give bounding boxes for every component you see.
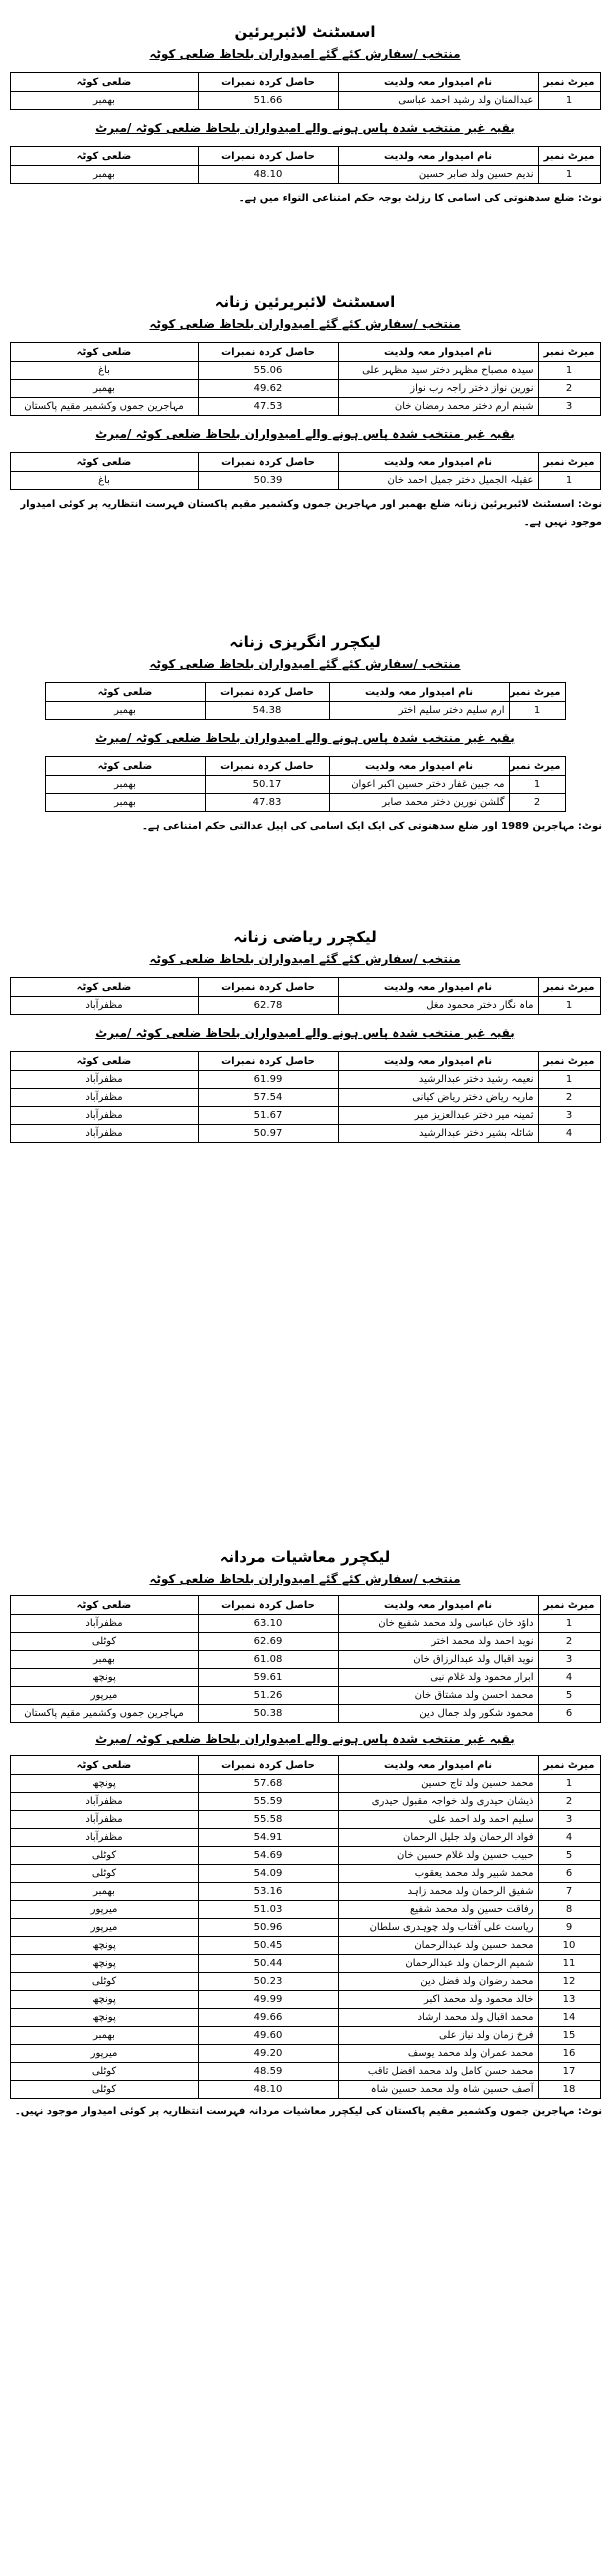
header-serial: میرٹ نمبر (538, 343, 600, 362)
cell-marks: 49.62 (198, 380, 338, 398)
table-row (45, 702, 565, 720)
cell-marks: 50.17 (205, 776, 329, 794)
table-row (10, 472, 600, 490)
cell-district: کوٹلی (10, 1847, 198, 1865)
cell-district: بھمبر (10, 380, 198, 398)
header-district: ضلعی کوٹہ (10, 978, 198, 997)
section-note: نوٹ: ضلع سدھنوتی کی اسامی کا رزلٹ بوجہ حکم امتناعی التواء میں ہے۔ (238, 193, 602, 204)
cell-marks: 57.68 (198, 1775, 338, 1793)
cell-marks: 49.66 (198, 2009, 338, 2027)
cell-name: محمد حسین ولد عبدالرحمان (338, 1937, 538, 1955)
cell-marks: 51.03 (198, 1901, 338, 1919)
cell-name: ذیشان حیدری ولد خواجہ مقبول حیدری (338, 1793, 538, 1811)
cell-district: مظفرآباد (10, 1089, 198, 1107)
cell-district: بھمبر (10, 92, 198, 110)
cell-marks: 55.06 (198, 362, 338, 380)
cell-name: محمد اقبال ولد محمد ارشاد (338, 2009, 538, 2027)
cell-serial: 2 (538, 380, 600, 398)
cell-name: نورین نواز دختر راجہ رب نواز (338, 380, 538, 398)
selected-subtitle: منتخب /سفارش کئے گئے امیدواران بلحاظ ضلعی کوٹہ (149, 47, 461, 61)
table-header-row (10, 453, 600, 472)
cell-serial: 14 (538, 2009, 600, 2027)
cell-serial: 3 (538, 1651, 600, 1669)
cell-serial: 17 (538, 2063, 600, 2081)
waiting-table (10, 1755, 601, 2099)
cell-marks: 53.16 (198, 1883, 338, 1901)
cell-serial: 3 (538, 398, 600, 416)
cell-name: آصف حسین شاہ ولد محمد حسین شاہ (338, 2081, 538, 2099)
cell-marks: 47.53 (198, 398, 338, 416)
selected-table (10, 977, 601, 1015)
table-row (10, 92, 600, 110)
cell-serial: 1 (538, 1775, 600, 1793)
header-name: نام امیدوار معہ ولدیت (338, 978, 538, 997)
table-row (10, 1865, 600, 1883)
cell-serial: 5 (538, 1687, 600, 1705)
cell-serial: 1 (538, 997, 600, 1015)
header-marks: حاصل کردہ نمبرات (198, 147, 338, 166)
cell-marks: 57.54 (198, 1089, 338, 1107)
header-serial: میرٹ نمبر (538, 978, 600, 997)
header-serial: میرٹ نمبر (538, 453, 600, 472)
cell-district: میرپور (10, 2045, 198, 2063)
cell-district: مظفرآباد (10, 1829, 198, 1847)
table-row (10, 362, 600, 380)
header-district: ضلعی کوٹہ (10, 147, 198, 166)
cell-serial: 13 (538, 1991, 600, 2009)
cell-district: میرپور (10, 1687, 198, 1705)
cell-district: مظفرآباد (10, 1071, 198, 1089)
selected-table (10, 1595, 601, 1723)
header-serial: میرٹ نمبر (538, 1596, 600, 1615)
header-marks: حاصل کردہ نمبرات (198, 73, 338, 92)
header-district: ضلعی کوٹہ (10, 1052, 198, 1071)
cell-marks: 54.91 (198, 1829, 338, 1847)
table-row (10, 1775, 600, 1793)
table-header-row (10, 1756, 600, 1775)
cell-marks: 49.99 (198, 1991, 338, 2009)
cell-name: محمد حسین ولد تاج حسین (338, 1775, 538, 1793)
waiting-subtitle: بقیہ غیر منتخب شدہ پاس ہونے والے امیدواران بلحاظ ضلعی کوٹہ /میرٹ (95, 1026, 515, 1040)
cell-marks: 48.10 (198, 166, 338, 184)
cell-district: بھمبر (45, 702, 205, 720)
cell-serial: 1 (538, 472, 600, 490)
table-row (10, 1811, 600, 1829)
header-name: نام امیدوار معہ ولدیت (338, 343, 538, 362)
cell-name: محمد شبیر ولد محمد یعقوب (338, 1865, 538, 1883)
selected-table (10, 342, 601, 416)
header-marks: حاصل کردہ نمبرات (205, 683, 329, 702)
cell-district: پونچھ (10, 1955, 198, 1973)
cell-district: مظفرآباد (10, 1811, 198, 1829)
cell-serial: 3 (538, 1107, 600, 1125)
cell-marks: 54.38 (205, 702, 329, 720)
cell-name: محمود شکور ولد جمال دین (338, 1705, 538, 1723)
cell-serial: 12 (538, 1973, 600, 1991)
cell-district: بھمبر (10, 2027, 198, 2045)
cell-district: پونچھ (10, 2009, 198, 2027)
section-assistant-librarian (0, 20, 610, 208)
header-serial: میرٹ نمبر (538, 73, 600, 92)
cell-marks: 50.44 (198, 1955, 338, 1973)
table-row (10, 2009, 600, 2027)
cell-serial: 15 (538, 2027, 600, 2045)
cell-serial: 16 (538, 2045, 600, 2063)
cell-name: گلشن نورین دختر محمد صابر (329, 794, 509, 812)
cell-name: فرخ زمان ولد نیاز علی (338, 2027, 538, 2045)
header-district: ضلعی کوٹہ (10, 453, 198, 472)
header-marks: حاصل کردہ نمبرات (198, 1052, 338, 1071)
header-marks: حاصل کردہ نمبرات (198, 1756, 338, 1775)
table-row (10, 1125, 600, 1143)
table-header-row (10, 1052, 600, 1071)
table-row (10, 2081, 600, 2099)
cell-name: سیدہ مصباح مظہر دختر سید مظہر علی (338, 362, 538, 380)
cell-serial: 1 (509, 776, 565, 794)
section-title: اسسٹنٹ لائبریرئین (234, 23, 376, 41)
cell-serial: 6 (538, 1865, 600, 1883)
cell-name: ثمینہ میر دختر عبدالعزیز میر (338, 1107, 538, 1125)
cell-serial: 1 (509, 702, 565, 720)
cell-marks: 51.67 (198, 1107, 338, 1125)
cell-serial: 2 (538, 1633, 600, 1651)
cell-name: سلیم احمد ولد احمد علی (338, 1811, 538, 1829)
cell-serial: 11 (538, 1955, 600, 1973)
cell-name: عبدالمنان ولد رشید احمد عباسی (338, 92, 538, 110)
header-district: ضلعی کوٹہ (10, 73, 198, 92)
cell-name: محمد رضوان ولد فضل دین (338, 1973, 538, 1991)
table-row (10, 1669, 600, 1687)
table-row (45, 776, 565, 794)
waiting-table (10, 146, 601, 184)
section-assistant-librarian-female (0, 290, 610, 528)
cell-district: پونچھ (10, 1775, 198, 1793)
table-row (10, 2045, 600, 2063)
table-row (10, 1829, 600, 1847)
waiting-table (10, 1051, 601, 1143)
cell-serial: 9 (538, 1919, 600, 1937)
table-row (10, 1955, 600, 1973)
cell-district: مہاجرین جموں وکشمیر مقیم پاکستان (10, 1705, 198, 1723)
cell-name: ابرار محمود ولد غلام نبی (338, 1669, 538, 1687)
cell-district: مظفرآباد (10, 1615, 198, 1633)
table-row (10, 1883, 600, 1901)
section-lecturer-english-female (0, 630, 610, 836)
selected-subtitle: منتخب /سفارش کئے گئے امیدواران بلحاظ ضلعی کوٹہ (149, 657, 461, 671)
cell-name: مہ جبین غفار دختر حسین اکبر اعوان (329, 776, 509, 794)
cell-district: کوٹلی (10, 1633, 198, 1651)
cell-serial: 7 (538, 1883, 600, 1901)
cell-district: پونچھ (10, 1937, 198, 1955)
section-title: لیکچرر ریاضی زنانہ (233, 928, 377, 946)
cell-serial: 2 (538, 1089, 600, 1107)
table-row (10, 1705, 600, 1723)
cell-district: بھمبر (45, 776, 205, 794)
table-row (10, 1687, 600, 1705)
cell-name: عقیلہ الجمیل دختر جمیل احمد خان (338, 472, 538, 490)
cell-name: شائلہ بشیر دختر عبدالرشید (338, 1125, 538, 1143)
table-row (10, 1793, 600, 1811)
cell-name: فواد الرحمان ولد جلیل الرحمان (338, 1829, 538, 1847)
header-name: نام امیدوار معہ ولدیت (329, 757, 509, 776)
section-note: نوٹ: مہاجرین جموں وکشمیر مقیم پاکستان کی لیکچرر معاشیات مردانہ فہرست انتظاریہ پر کوئی امیدوار موجود نہیں۔ (14, 2106, 602, 2117)
selected-table (10, 72, 601, 110)
cell-marks: 50.39 (198, 472, 338, 490)
header-marks: حاصل کردہ نمبرات (198, 453, 338, 472)
table-row (10, 2027, 600, 2045)
cell-name: ندیم حسین ولد صابر حسین (338, 166, 538, 184)
header-marks: حاصل کردہ نمبرات (198, 978, 338, 997)
section-title: لیکچرر معاشیات مردانہ (219, 1548, 391, 1566)
cell-district: باغ (10, 472, 198, 490)
cell-name: محمد احسن ولد مشتاق خان (338, 1687, 538, 1705)
cell-marks: 50.96 (198, 1919, 338, 1937)
table-row (10, 1107, 600, 1125)
table-row (10, 2063, 600, 2081)
header-serial: میرٹ نمبر (509, 757, 565, 776)
cell-name: محمد عمران ولد محمد یوسف (338, 2045, 538, 2063)
table-header-row (45, 683, 565, 702)
cell-marks: 49.20 (198, 2045, 338, 2063)
header-name: نام امیدوار معہ ولدیت (338, 147, 538, 166)
cell-marks: 55.59 (198, 1793, 338, 1811)
cell-serial: 1 (538, 166, 600, 184)
header-district: ضلعی کوٹہ (10, 343, 198, 362)
header-serial: میرٹ نمبر (509, 683, 565, 702)
header-district: ضلعی کوٹہ (45, 757, 205, 776)
waiting-subtitle: بقیہ غیر منتخب شدہ پاس ہونے والے امیدواران بلحاظ ضلعی کوٹہ /میرٹ (95, 731, 515, 745)
waiting-table (45, 756, 566, 812)
cell-district: مظفرآباد (10, 1107, 198, 1125)
cell-name: شبنم ارم دختر محمد رمضان خان (338, 398, 538, 416)
table-row (10, 380, 600, 398)
header-name: نام امیدوار معہ ولدیت (329, 683, 509, 702)
header-serial: میرٹ نمبر (538, 147, 600, 166)
cell-district: مظفرآباد (10, 1793, 198, 1811)
header-marks: حاصل کردہ نمبرات (205, 757, 329, 776)
cell-name: شفیق الرحمان ولد محمد زاہد (338, 1883, 538, 1901)
cell-serial: 4 (538, 1829, 600, 1847)
header-name: نام امیدوار معہ ولدیت (338, 73, 538, 92)
cell-district: کوٹلی (10, 2081, 198, 2099)
table-row (10, 1651, 600, 1669)
cell-serial: 1 (538, 1071, 600, 1089)
cell-name: نوید احمد ولد محمد اختر (338, 1633, 538, 1651)
section-note: نوٹ: مہاجرین 1989 اور ضلع سدھنوتی کی ایک ایک اسامی کی اپیل عدالتی حکم امتناعی ہے۔ (141, 821, 602, 832)
cell-marks: 54.09 (198, 1865, 338, 1883)
cell-district: مظفرآباد (10, 997, 198, 1015)
cell-marks: 61.08 (198, 1651, 338, 1669)
cell-name: رفاقت حسین ولد محمد شفیع (338, 1901, 538, 1919)
header-marks: حاصل کردہ نمبرات (198, 343, 338, 362)
waiting-table (10, 452, 601, 490)
table-row (10, 1919, 600, 1937)
table-row (10, 997, 600, 1015)
header-serial: میرٹ نمبر (538, 1052, 600, 1071)
table-row (10, 1991, 600, 2009)
table-row (10, 398, 600, 416)
table-row (45, 794, 565, 812)
waiting-subtitle: بقیہ غیر منتخب شدہ پاس ہونے والے امیدواران بلحاظ ضلعی کوٹہ /میرٹ (95, 427, 515, 441)
cell-name: خالد محمود ولد محمد اکبر (338, 1991, 538, 2009)
cell-marks: 48.10 (198, 2081, 338, 2099)
cell-serial: 5 (538, 1847, 600, 1865)
cell-serial: 6 (538, 1705, 600, 1723)
cell-name: ریاست علی آفتاب ولد چوہدری سلطان (338, 1919, 538, 1937)
cell-marks: 62.78 (198, 997, 338, 1015)
table-row (10, 1901, 600, 1919)
table-row (10, 1071, 600, 1089)
cell-marks: 54.69 (198, 1847, 338, 1865)
table-row (10, 1089, 600, 1107)
cell-district: کوٹلی (10, 1973, 198, 1991)
cell-district: بھمبر (10, 1651, 198, 1669)
cell-name: ماریہ ریاض دختر ریاض کیانی (338, 1089, 538, 1107)
section-lecturer-math-female (0, 925, 610, 1143)
cell-marks: 63.10 (198, 1615, 338, 1633)
cell-serial: 2 (509, 794, 565, 812)
cell-marks: 48.59 (198, 2063, 338, 2081)
table-header-row (10, 343, 600, 362)
header-marks: حاصل کردہ نمبرات (198, 1596, 338, 1615)
selected-subtitle: منتخب /سفارش کئے گئے امیدواران بلحاظ ضلعی کوٹہ (149, 1572, 461, 1586)
cell-district: بھمبر (45, 794, 205, 812)
cell-district: میرپور (10, 1901, 198, 1919)
table-header-row (10, 1596, 600, 1615)
header-district: ضلعی کوٹہ (10, 1756, 198, 1775)
header-name: نام امیدوار معہ ولدیت (338, 1756, 538, 1775)
selected-subtitle: منتخب /سفارش کئے گئے امیدواران بلحاظ ضلعی کوٹہ (149, 317, 461, 331)
section-note: نوٹ: اسسٹنٹ لائبریرئین زنانہ ضلع بھمبر اور مہاجرین جموں وکشمیر مقیم پاکستان فہرست انتظاریہ پر کوئی امیدوار موجود نہیں ہے۔ (20, 499, 602, 528)
cell-district: پونچھ (10, 1669, 198, 1687)
cell-district: مہاجرین جموں وکشمیر مقیم پاکستان (10, 398, 198, 416)
cell-serial: 1 (538, 1615, 600, 1633)
section-lecturer-economics-male (0, 1545, 610, 2121)
cell-serial: 2 (538, 1793, 600, 1811)
cell-district: مظفرآباد (10, 1125, 198, 1143)
cell-district: کوٹلی (10, 1865, 198, 1883)
cell-marks: 50.97 (198, 1125, 338, 1143)
cell-district: میرپور (10, 1919, 198, 1937)
cell-marks: 51.26 (198, 1687, 338, 1705)
cell-serial: 4 (538, 1669, 600, 1687)
cell-serial: 1 (538, 92, 600, 110)
cell-serial: 18 (538, 2081, 600, 2099)
cell-marks: 47.83 (205, 794, 329, 812)
table-row (10, 1615, 600, 1633)
cell-district: بھمبر (10, 166, 198, 184)
cell-name: حبیب حسین ولد غلام حسین خان (338, 1847, 538, 1865)
cell-serial: 10 (538, 1937, 600, 1955)
cell-marks: 59.61 (198, 1669, 338, 1687)
waiting-subtitle: بقیہ غیر منتخب شدہ پاس ہونے والے امیدواران بلحاظ ضلعی کوٹہ /میرٹ (95, 121, 515, 135)
header-name: نام امیدوار معہ ولدیت (338, 1052, 538, 1071)
cell-district: کوٹلی (10, 2063, 198, 2081)
table-row (10, 1847, 600, 1865)
cell-district: بھمبر (10, 1883, 198, 1901)
selected-subtitle: منتخب /سفارش کئے گئے امیدواران بلحاظ ضلعی کوٹہ (149, 952, 461, 966)
header-district: ضلعی کوٹہ (45, 683, 205, 702)
cell-marks: 50.45 (198, 1937, 338, 1955)
header-district: ضلعی کوٹہ (10, 1596, 198, 1615)
table-row (10, 166, 600, 184)
cell-name: ماہ نگار دختر محمود مغل (338, 997, 538, 1015)
table-row (10, 1633, 600, 1651)
table-row (10, 1937, 600, 1955)
header-serial: میرٹ نمبر (538, 1756, 600, 1775)
header-name: نام امیدوار معہ ولدیت (338, 453, 538, 472)
cell-district: پونچھ (10, 1991, 198, 2009)
cell-name: داؤد خان عباسی ولد محمد شفیع خان (338, 1615, 538, 1633)
cell-marks: 62.69 (198, 1633, 338, 1651)
cell-marks: 51.66 (198, 92, 338, 110)
cell-marks: 55.58 (198, 1811, 338, 1829)
table-header-row (45, 757, 565, 776)
cell-name: نوید اقبال ولد عبدالرزاق خان (338, 1651, 538, 1669)
section-title: اسسٹنٹ لائبریرئین زنانہ (214, 293, 396, 311)
cell-name: ارم سلیم دختر سلیم اختر (329, 702, 509, 720)
cell-marks: 50.38 (198, 1705, 338, 1723)
table-header-row (10, 73, 600, 92)
cell-serial: 1 (538, 362, 600, 380)
cell-name: محمد حسن کامل ولد محمد افضل ثاقب (338, 2063, 538, 2081)
cell-serial: 4 (538, 1125, 600, 1143)
table-header-row (10, 978, 600, 997)
cell-serial: 3 (538, 1811, 600, 1829)
table-row (10, 1973, 600, 1991)
cell-marks: 49.60 (198, 2027, 338, 2045)
header-name: نام امیدوار معہ ولدیت (338, 1596, 538, 1615)
cell-marks: 50.23 (198, 1973, 338, 1991)
cell-name: نعیمہ رشید دختر عبدالرشید (338, 1071, 538, 1089)
section-title: لیکچرر انگریزی زنانہ (229, 633, 381, 651)
waiting-subtitle: بقیہ غیر منتخب شدہ پاس ہونے والے امیدواران بلحاظ ضلعی کوٹہ /میرٹ (95, 1732, 515, 1746)
cell-district: باغ (10, 362, 198, 380)
cell-serial: 8 (538, 1901, 600, 1919)
cell-marks: 61.99 (198, 1071, 338, 1089)
selected-table (45, 682, 566, 720)
table-header-row (10, 147, 600, 166)
cell-name: شمیم الرحمان ولد عبدالرحمان (338, 1955, 538, 1973)
